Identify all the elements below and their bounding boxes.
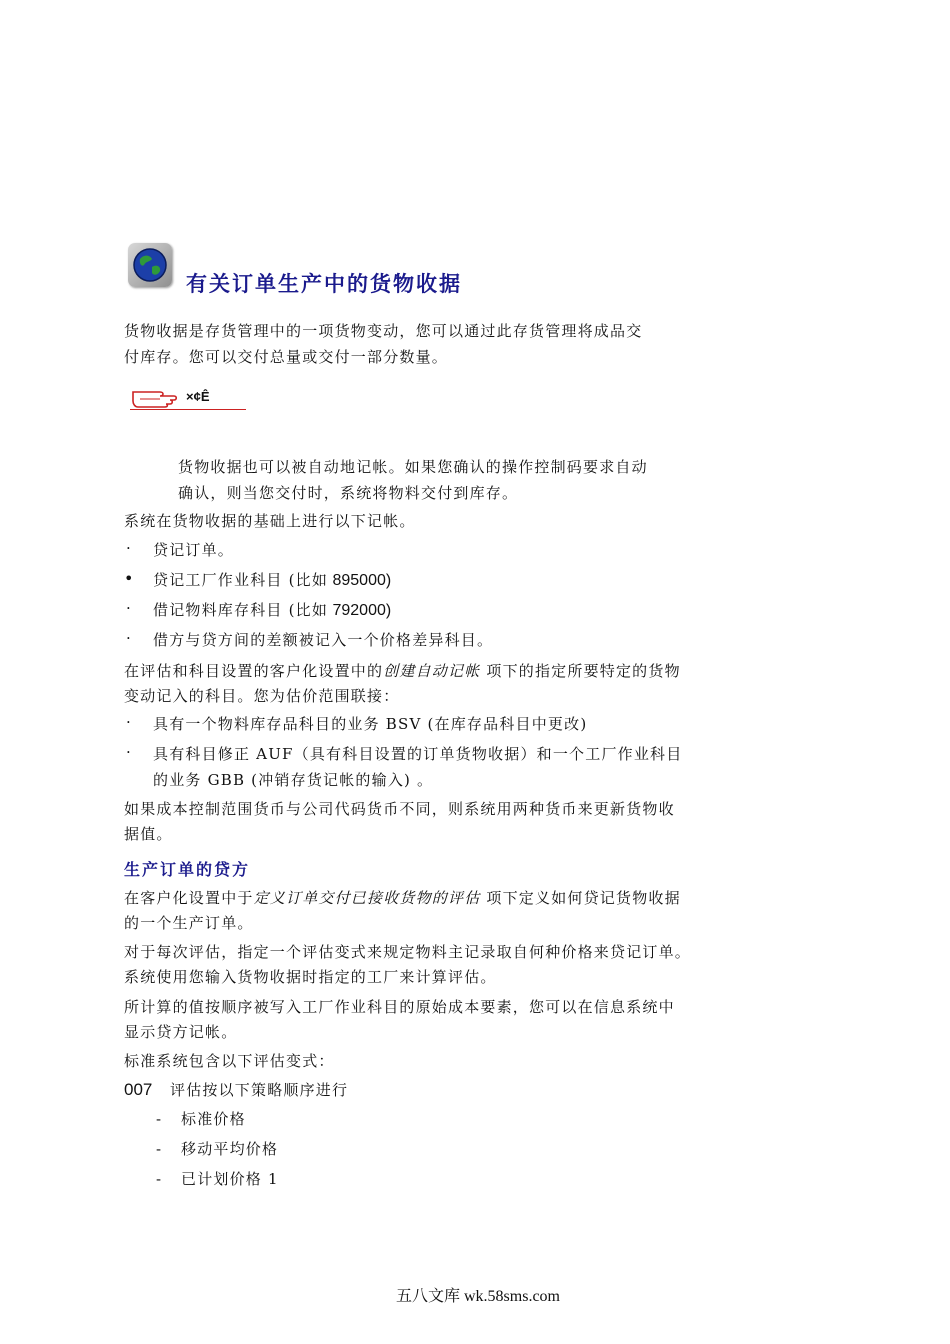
section-p1-line-1 (124, 886, 681, 911)
posting-item-1 (153, 538, 234, 563)
bullet: • (124, 569, 134, 588)
config-line-2: 变动记入的科目。您为估价范围联接： (124, 687, 400, 705)
note-line-2: 确认，则当您交付时，系统将物料交付到库存。 (178, 484, 519, 502)
currency-line-1: 如果成本控制范围货币与公司代码货币不同，则系统用两种货币来更新货物收 (124, 800, 675, 818)
link-item-2-line-1: 具有科目修正 AUF（具有科目设置的订单货物收据）和一个工厂作业科目 (153, 745, 683, 763)
strategy-item-1: 标准价格 (181, 1110, 246, 1128)
posting-text: 借方与贷方间的差额被记入一个价格差异科目。 (153, 631, 494, 649)
posting-text: 贷记订单。 (153, 541, 235, 559)
strategy-dash: - (156, 1170, 163, 1188)
variant-text: 评估按以下策略顺序进行 (170, 1081, 349, 1099)
globe-icon (128, 243, 172, 287)
section-p1-text-after: 项下定义如何贷记货物收据 (480, 889, 681, 907)
strategy-item-3: 已计划价格 1 (181, 1170, 279, 1188)
bullet: · (126, 599, 131, 617)
section-p2-line-1: 对于每次评估，指定一个评估变式来规定物料主记录取自何种价格来贷记订单。 (124, 943, 692, 961)
currency-line-2: 据值。 (124, 825, 173, 843)
strategy-dash: - (156, 1110, 163, 1128)
posting-number: 792000) (328, 602, 392, 619)
intro-line-1: 货物收据是存货管理中的一项货物变动，您可以通过此存货管理将成品交 (124, 322, 643, 340)
note-divider (130, 409, 246, 410)
posting-item-4 (153, 628, 493, 653)
note-line-1: 货物收据也可以被自动地记帐。如果您确认的操作控制码要求自动 (178, 458, 648, 476)
config-text-after: 项下的指定所要特定的货物 (480, 662, 681, 680)
footer-watermark: 五八文库 wk.58sms.com (396, 1288, 561, 1305)
bullet: · (126, 629, 131, 647)
section-p1-term: 定义订单交付已接收货物的评估 (253, 889, 481, 907)
link-item-1: 具有一个物料库存品科目的业务 BSV (在库存品科目中更改) (153, 715, 588, 733)
note-label: ×¢Ê (186, 389, 210, 404)
config-text: 在评估和科目设置的客户化设置中的 (124, 662, 384, 680)
strategy-item-2: 移动平均价格 (181, 1140, 279, 1158)
bullet: · (126, 743, 131, 761)
bullet: · (126, 713, 131, 731)
posting-text: 贷记工厂作业科目 (比如 (153, 571, 329, 589)
config-line-1 (124, 659, 681, 684)
config-term: 创建自动记帐 (383, 662, 481, 680)
intro-line-2: 付库存。您可以交付总量或交付一部分数量。 (124, 348, 449, 366)
section-p3-line-2: 显示贷方记帐。 (124, 1023, 238, 1041)
postings-intro: 系统在货物收据的基础上进行以下记帐。 (124, 512, 416, 530)
section-p4: 标准系统包含以下评估变式： (124, 1052, 335, 1070)
variant-code: 007 (124, 1080, 153, 1099)
bullet: · (126, 539, 131, 557)
posting-item-2 (153, 568, 391, 593)
section-p2-line-2: 系统使用您输入货物收据时指定的工厂来计算评估。 (124, 968, 497, 986)
link-item-2-line-2: 的业务 GBB (冲销存货记帐的输入) 。 (153, 771, 434, 789)
posting-item-3 (153, 598, 391, 623)
posting-number: 895000) (328, 572, 392, 589)
strategy-dash: - (156, 1140, 163, 1158)
section-p1-text: 在客户化设置中于 (124, 889, 254, 907)
section-p1-line-2: 的一个生产订单。 (124, 914, 254, 932)
posting-text: 借记物料库存科目 (比如 (153, 601, 329, 619)
section-p3-line-1: 所计算的值按顺序被写入工厂作业科目的原始成本要素，您可以在信息系统中 (124, 998, 675, 1016)
section-heading: 生产订单的贷方 (124, 860, 251, 879)
page-title: 有关订单生产中的货物收据 (186, 271, 462, 296)
